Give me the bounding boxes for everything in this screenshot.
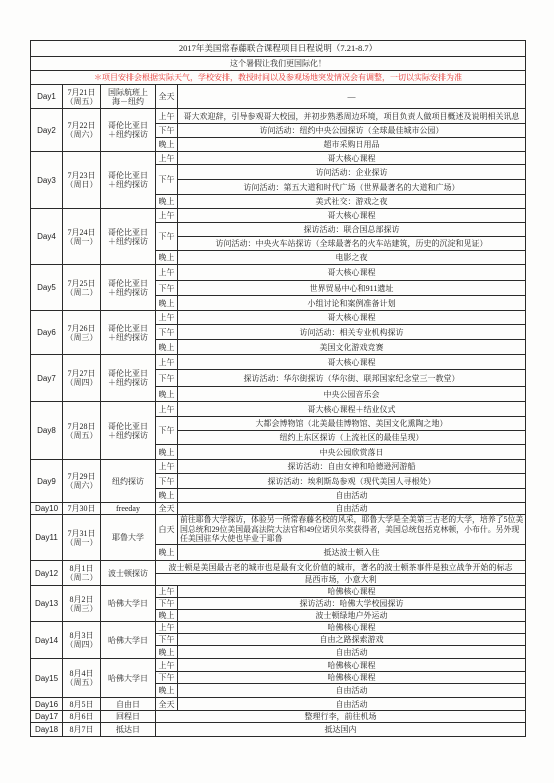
activity-cell: 电影之夜 [178, 251, 526, 265]
schedule-row [31, 561, 526, 574]
schedule-row [31, 265, 526, 281]
day-label: Day13 [31, 586, 63, 622]
day-location: 波士顿探访 [101, 561, 156, 586]
time-slot: 晚上 [156, 610, 178, 622]
schedule-sheet [30, 40, 525, 737]
day-date: 7月24日 [67, 227, 96, 237]
day-date: 8月4日 [69, 669, 94, 678]
schedule-row [31, 311, 526, 325]
day-location: 自由日 [101, 698, 156, 711]
activity-cell: 美式社交：游戏之夜 [178, 195, 526, 209]
time-slot: 下午 [156, 672, 178, 684]
activity-cell: 自由活动 [178, 698, 526, 711]
time-slot: 晚上 [156, 445, 178, 460]
day-label: Day9 [31, 460, 63, 503]
day-date-cell [63, 265, 101, 311]
day-label: Day10 [31, 503, 63, 515]
day-label: Day17 [31, 711, 63, 723]
time-slot: 上午 [156, 402, 178, 417]
time-slot: 晚上 [156, 545, 178, 561]
activity-cell: 哥大核心课程 [178, 152, 526, 165]
activity-cell: 哈佛核心课程 [178, 586, 526, 598]
day-weekday: （周四） [65, 640, 98, 649]
schedule-row [31, 586, 526, 598]
day-date-cell [63, 622, 101, 659]
activity-cell: 自由活动 [178, 489, 526, 503]
slogan-row [31, 57, 526, 71]
day-weekday: （周三） [65, 332, 98, 342]
day-date: 7月23日 [67, 171, 96, 180]
day-location: 哥伦比亚日＋纽约探访 [101, 152, 156, 209]
day-date: 7月25日 [67, 278, 96, 288]
time-slot: 上午 [156, 355, 178, 370]
day-location: 国际航班上海－纽约 [101, 85, 156, 109]
day-location: 哥伦比亚日＋纽约探访 [101, 355, 156, 402]
time-slot: 晚上 [156, 340, 178, 355]
day-date: 8月6日 [69, 712, 94, 721]
time-slot: 晚上 [156, 684, 178, 698]
schedule-row [31, 402, 526, 417]
activity-cell: 访问活动：中央火车站探访（全球最著名的火车站建筑，历史的沉淀和见证） [178, 237, 526, 251]
day-label: Day18 [31, 723, 63, 737]
schedule-row [31, 723, 526, 737]
day-location: 哈佛大学日 [101, 586, 156, 622]
activity-cell: 中央公园音乐会 [178, 387, 526, 402]
time-slot: 上午 [156, 109, 178, 124]
day-date: 8月7日 [69, 725, 94, 734]
activity-cell: 哥大核心课程 [178, 311, 526, 325]
title-row [31, 41, 526, 57]
day-location: 哥伦比亚日＋纽约探访 [101, 311, 156, 355]
time-slot: 上午 [156, 209, 178, 223]
schedule-row [31, 503, 526, 515]
schedule-row [31, 698, 526, 711]
time-slot: 全天 [156, 698, 178, 711]
day-date-cell [63, 85, 101, 109]
day-weekday: （周日） [65, 180, 98, 189]
day-location: 纽约探访 [101, 460, 156, 503]
day-date-cell [63, 723, 101, 737]
time-slot: 晚上 [156, 251, 178, 265]
time-slot: 上午 [156, 659, 178, 672]
day-label: Day3 [31, 152, 63, 209]
schedule-row [31, 711, 526, 723]
day-date: 8月2日 [69, 594, 94, 604]
activity-cell: — [178, 85, 526, 109]
activity-cell: 访问活动：第五大道和时代广场（世界最著名的大道和广场） [178, 180, 526, 195]
time-slot: 晚上 [156, 138, 178, 152]
day-date: 8月3日 [69, 631, 94, 640]
day-date: 7月22日 [67, 121, 96, 130]
activity-cell: 波士顿绿地户外运动 [178, 610, 526, 622]
day-date-cell [63, 659, 101, 698]
time-slot: 晚上 [156, 296, 178, 311]
day-location: 哥伦比亚日＋纽约探访 [101, 209, 156, 265]
activity-cell: 哈佛核心课程 [178, 622, 526, 634]
schedule-row [31, 659, 526, 672]
day-date: 7月29日 [67, 472, 96, 481]
activity-cell: 大都会博物馆（北美最佳博物馆、美国文化熏陶之地） [178, 417, 526, 431]
activity-cell: 探访活动：埃利斯岛参观（现代美国人寻根处） [178, 474, 526, 489]
day-date-cell [63, 402, 101, 460]
activity-cell: 波士顿是美国最古老的城市也是最有文化价值的城市，著名的波士顿茶事件是独立战争开始的标志 [156, 561, 526, 574]
time-slot: 下午 [156, 417, 178, 445]
time-slot: 下午 [156, 325, 178, 340]
day-weekday: （周二） [65, 287, 98, 297]
day-weekday: （周六） [65, 481, 98, 490]
day-label: Day5 [31, 265, 63, 311]
activity-cell: 自由活动 [178, 684, 526, 698]
activity-cell: 小组讨论和案例准备计划 [178, 296, 526, 311]
day-date-cell [63, 698, 101, 711]
activity-cell: 哈佛核心课程 [178, 672, 526, 684]
day-date-cell [63, 152, 101, 209]
day-weekday: （周五） [65, 430, 98, 440]
schedule-row [31, 209, 526, 223]
day-date-cell [63, 209, 101, 265]
time-slot: 下午 [156, 124, 178, 138]
day-date-cell [63, 503, 101, 515]
activity-cell: 哥大核心课程 [178, 355, 526, 370]
time-slot: 上午 [156, 152, 178, 165]
activity-cell: 前往耶鲁大学探访，体验另一所常春藤名校的风采，耶鲁大学是全美第三古老的大学，培养了5位美国总统和29位美国最高法院大法官和49位诺贝尔奖获得者，美国总统包括克林顿，小布什。另外现任美国驻华大使也毕业于耶鲁 [178, 515, 526, 545]
activity-cell: 超市采购日用品 [178, 138, 526, 152]
day-location: freeday [101, 503, 156, 515]
schedule-row [31, 152, 526, 165]
day-date-cell [63, 109, 101, 152]
notice-row [31, 71, 526, 85]
activity-cell: 自由活动 [178, 646, 526, 659]
time-slot: 上午 [156, 622, 178, 634]
activity-cell: 自由活动 [178, 503, 526, 515]
day-label: Day8 [31, 402, 63, 460]
activity-cell: 中央公园欣赏落日 [178, 445, 526, 460]
time-slot: 下午 [156, 223, 178, 251]
day-location: 抵达日 [101, 723, 156, 737]
document-title: 2017年美国常春藤联合课程项目日程说明（7.21-8.7） [31, 41, 526, 57]
day-label: Day12 [31, 561, 63, 586]
activity-cell: 访问活动：企业探访 [178, 165, 526, 180]
schedule-table [30, 40, 526, 737]
day-label: Day16 [31, 698, 63, 711]
day-label: Day11 [31, 515, 63, 561]
time-slot: 下午 [156, 165, 178, 195]
day-date: 8月5日 [69, 699, 94, 709]
day-weekday: （周六） [65, 130, 98, 139]
activity-cell: 探访活动：联合国总部探访 [178, 223, 526, 237]
schedule-row [31, 515, 526, 545]
day-date: 7月21日 [67, 87, 96, 97]
slogan: 这个暑假让我们更国际化！ [31, 57, 526, 71]
day-location: 哈佛大学日 [101, 622, 156, 659]
day-weekday: （周二） [65, 573, 98, 582]
day-date: 7月27日 [67, 369, 96, 378]
day-label: Day1 [31, 85, 63, 109]
time-slot: 下午 [156, 370, 178, 387]
schedule-row [31, 109, 526, 124]
time-slot: 晚上 [156, 387, 178, 402]
day-label: Day14 [31, 622, 63, 659]
day-date: 7月31日 [67, 528, 96, 538]
time-slot: 晚上 [156, 195, 178, 209]
activity-cell: 探访活动：哈佛大学校园探访 [178, 598, 526, 610]
time-slot: 晚上 [156, 646, 178, 659]
day-weekday: （周五） [65, 678, 98, 687]
time-slot: 上午 [156, 586, 178, 598]
activity-cell: 哥大欢迎辞，引导参观哥大校园，并初步熟悉周边环境，项目负责人做项目概述及说明相关讯息 [178, 109, 526, 124]
day-label: Day15 [31, 659, 63, 698]
day-label: Day2 [31, 109, 63, 152]
time-slot: 白天 [156, 515, 178, 545]
schedule-row [31, 355, 526, 370]
activity-cell: 自由之路探索游戏 [178, 634, 526, 646]
day-date-cell [63, 515, 101, 561]
day-date-cell [63, 711, 101, 723]
day-weekday: （周五） [65, 96, 98, 106]
day-date-cell [63, 355, 101, 402]
day-location: 哈佛大学日 [101, 659, 156, 698]
day-location: 哥伦比亚日＋纽约探访 [101, 265, 156, 311]
time-slot: 全天 [156, 503, 178, 515]
day-location: 耶鲁大学 [101, 515, 156, 561]
day-label: Day6 [31, 311, 63, 355]
day-weekday: （周三） [65, 603, 98, 613]
time-slot: 晚上 [156, 489, 178, 503]
activity-cell: 访问活动：纽约中央公园探访（全球最佳城市公园） [178, 124, 526, 138]
day-date-cell [63, 561, 101, 586]
activity-cell: 纽约上东区探访（上流社区的最佳呈现） [178, 431, 526, 445]
activity-cell: 抵达波士顿入住 [178, 545, 526, 561]
activity-cell: 探访活动：自由女神和哈德逊河游船 [178, 460, 526, 474]
activity-cell: 哈佛核心课程 [178, 659, 526, 672]
time-slot: 下午 [156, 598, 178, 610]
schedule-row [31, 622, 526, 634]
time-slot: 下午 [156, 281, 178, 296]
time-slot: 下午 [156, 474, 178, 489]
time-slot: 上午 [156, 311, 178, 325]
day-weekday: （周一） [65, 537, 98, 547]
schedule-body [31, 41, 526, 737]
activity-cell: 访问活动：相关专业机构探访 [178, 325, 526, 340]
day-location: 回程日 [101, 711, 156, 723]
activity-cell: 世界贸易中心和911遗址 [178, 281, 526, 296]
day-label: Day4 [31, 209, 63, 265]
day-weekday: （周四） [65, 378, 98, 387]
time-slot: 上午 [156, 460, 178, 474]
activity-cell: 哥大核心课程 [178, 209, 526, 223]
time-slot: 上午 [156, 265, 178, 281]
activity-cell: 哥大核心课程＋结业仪式 [178, 402, 526, 417]
activity-cell: 探访活动：华尔街探访（华尔街、联邦国家纪念堂三一教堂） [178, 370, 526, 387]
activity-cell: 美国文化游戏竞赛 [178, 340, 526, 355]
day-date: 7月30日 [67, 504, 96, 513]
day-date-cell [63, 586, 101, 622]
day-date: 7月28日 [67, 421, 96, 431]
day-location: 哥伦比亚日＋纽约探访 [101, 402, 156, 460]
day-location: 哥伦比亚日＋纽约探访 [101, 109, 156, 152]
activity-cell: 昆西市场，小意大利 [156, 574, 526, 586]
notice-text: ＊项目安排会根据实际天气，学校安排，教授时间以及参观场地突发情况会有调整，一切以实际安排为准 [31, 71, 526, 85]
day-weekday: （周一） [65, 236, 98, 246]
activity-cell: 抵达国内 [156, 723, 526, 737]
activity-cell: 整理行李，前往机场 [156, 711, 526, 723]
day-label: Day7 [31, 355, 63, 402]
day-date-cell [63, 460, 101, 503]
schedule-row [31, 460, 526, 474]
time-slot: 全天 [156, 85, 178, 109]
day-date: 7月26日 [67, 323, 96, 333]
day-date-cell [63, 311, 101, 355]
day-date: 8月1日 [69, 564, 94, 573]
activity-cell: 哥大核心课程 [178, 265, 526, 281]
schedule-row [31, 85, 526, 109]
time-slot: 下午 [156, 634, 178, 646]
